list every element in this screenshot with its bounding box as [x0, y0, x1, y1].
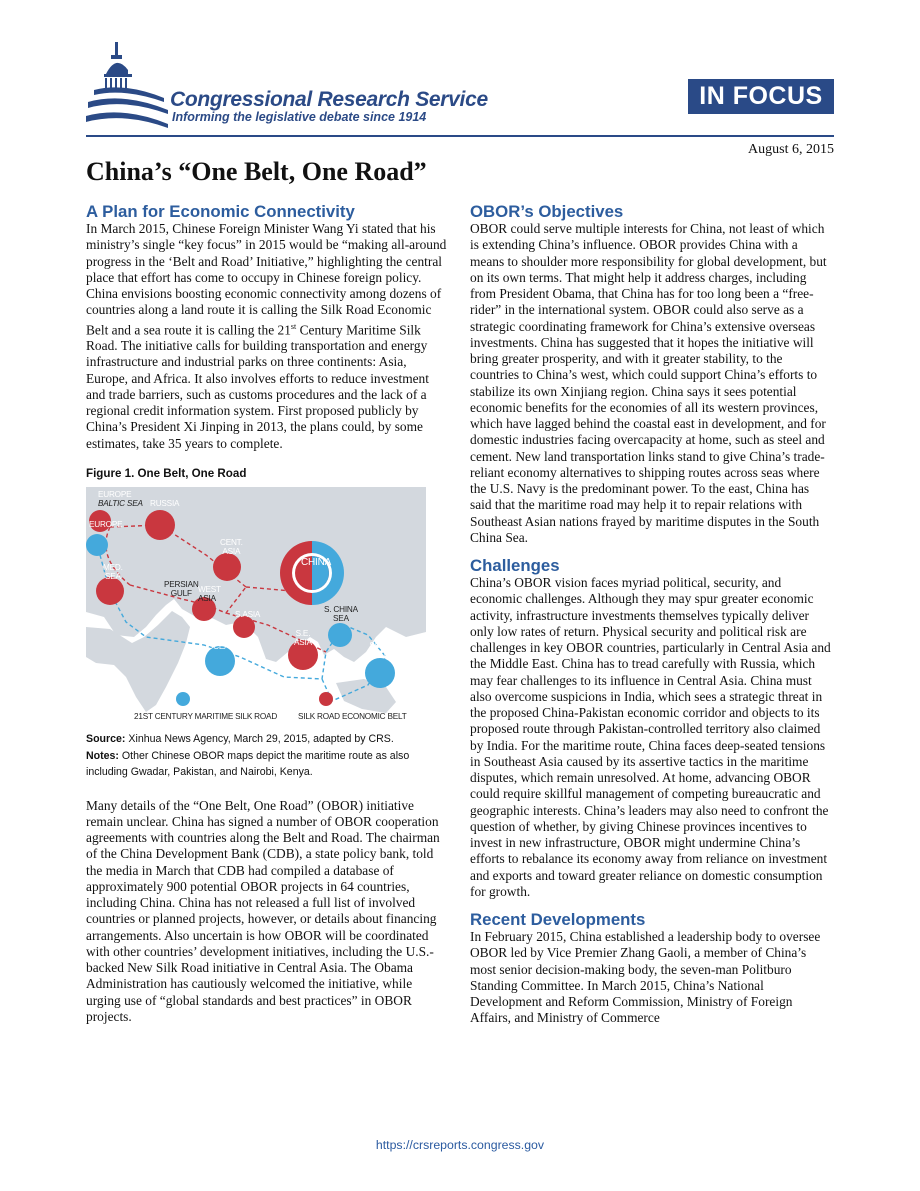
south-pacific-node [365, 658, 395, 688]
section-heading-objectives: OBOR’s Objectives [470, 202, 624, 221]
map-label-south-china-sea: S. CHINA SEA [324, 605, 358, 623]
map-label-persian-gulf: PERSIAN GULF [164, 580, 199, 598]
south-china-sea-node [328, 623, 352, 647]
map-label-europe-baltic: EUROPE BALTIC SEA [98, 490, 143, 508]
paragraph-challenges: China’s OBOR vision faces myriad political, security, and economic challenges. Although they may spur greater economic activity, infrastructure investments themselves typically deliver only low rates of return. Physical security and political risk are challenges in key OBOR countries, particularly in Central Asia and the Middle East. China has to tread carefully with Russia, which may fear challenges to its influence in Central Asia. China must also overcome suspicions in India, which sees a strategic threat in the proposed China-Pakistan economic corridor and objects to its proposed route through Pakistan-controlled territory also claimed by India. For the maritime route, China faces deep-seated tensions in Southeast Asia caused by its assertive tactics in the maritime disputes, which remain unresolved. At home, advancing OBOR could require skillful management of competing bureaucratic and geographic interests. China’s leaders may also need to confront the question of whether, by giving Chinese provinces incentives to invest in new infrastructure, OBOR might undermine China’s efforts to rebalance its economy away from reliance on investment and exports and toward greater reliance on domestic consumption for growth. [470, 575, 831, 899]
obor-map-graphic [86, 487, 426, 724]
right-column [470, 202, 834, 1027]
figure-caption: Figure 1. One Belt, One Road [86, 466, 247, 480]
map-landmass [86, 487, 426, 662]
obor-map-figure [86, 487, 426, 724]
figure-source-label: Source: [86, 733, 126, 746]
superscript-st: st [290, 321, 297, 331]
section-heading-recent-developments: Recent Developments [470, 910, 646, 929]
footer-url-link[interactable]: https://crsreports.congress.gov [375, 1138, 545, 1152]
paragraph-objectives: OBOR could serve multiple interests for China, not least of which is extending China’s influence. OBOR provides China with a means to shoulder more responsibility for global development, but on its own terms. That might help it address charges, including from President Obama, that China has for too long been a “free-rider” in the international system. OBOR could also serve as a strategic coordinating framework for China’s extensive overseas investments. China has suggested that it hopes the initiative will bring greater prosperity, and with it greater stability, to the countries to China’s west, which could support China’s efforts to stabilize its own Xinjiang region. China says it sees potential economic benefits for the economies of all its western provinces, which have lagged behind the coastal east in development, and for domestic industries facing overcapacity at home, such as steel and cement. New land transportation links stand to give China’s trade-reliant economy alternatives to shipping routes across seas where the U.S. Navy is the predominant power. To the east, China has said that the maritime road may help it to repair relations with Southeast Asian nations frayed by maritime disputes in the South China Sea. [470, 221, 827, 545]
header-divider [86, 135, 834, 137]
section-heading-economic-connectivity: A Plan for Economic Connectivity [86, 202, 355, 221]
section-heading-challenges: Challenges [470, 556, 560, 575]
central-asia-node [213, 553, 241, 581]
crs-capitol-logo-icon [84, 40, 170, 132]
map-label-southeast-asia: S.E. ASIA [294, 629, 312, 647]
report-date: August 6, 2015 [748, 142, 834, 157]
china-node [280, 541, 344, 605]
figure-source [86, 732, 450, 748]
map-label-china: CHINA [301, 557, 332, 569]
paragraph-details: Many details of the “One Belt, One Road” (OBOR) initiative remain unclear. China has signed a number of OBOR cooperation agreements with countries along the Belt and Road. The chairman of the China Development Bank (CDB), a state policy bank, told the media in March that CDB had compiled a database of approximately 900 potential OBOR projects in 64 countries, including China. China has not released a full list of involved countries or planned projects, however, or details about financing arrangements. Also uncertain is how OBOR will be coordinated with other countries’ development initiatives, including the U.S.-backed New Silk Road initiative in Central Asia. The Obama Administration has cautiously welcomed the initiative, while urging use of “global standards and best practices” in OBOR projects. [86, 797, 440, 1024]
paragraph-plan [86, 221, 450, 452]
map-label-europe: EUROPE [89, 520, 123, 530]
legend-land-dot [319, 692, 333, 706]
org-name: Congressional Research Service [170, 88, 488, 111]
left-column [86, 202, 450, 1025]
europe-node [86, 534, 108, 556]
russia-node [145, 510, 175, 540]
map-label-central-asia: CENT. ASIA [220, 538, 243, 556]
in-focus-badge: IN FOCUS [688, 79, 834, 114]
map-label-south-pacific: SOUTH PACIFIC [368, 641, 399, 659]
paragraph-plan-part1: In March 2015, Chinese Foreign Minister Wang Yi stated that his ministry’s single “key focus” in 2015 would be “making all-around progress in the ‘Belt and Road’ Initiative,” highlighting the central place that effort has come to occupy in Chinese foreign policy. China envisions boosting economic connectivity among dozens of countries along a land route it is calling the Silk Road Economic Belt and a sea route it is calling the 21 [86, 221, 447, 337]
map-label-russia: RUSSIA [150, 499, 180, 509]
figure-notes-text: Other Chinese OBOR maps depict the maritime route as also including Gwadar, Pakistan, and Nairobi, Kenya. [86, 749, 410, 778]
figure-source-text: Xinhua News Agency, March 29, 2015, adapted by CRS. [125, 733, 394, 746]
legend-land-label: SILK ROAD ECONOMIC BELT [298, 712, 407, 722]
paragraph-plan-part2: Century Maritime Silk Road. The initiative calls for building transportation and energy infrastructure and industrial parks on three continents: Asia, Europe, and Africa. It also involves efforts to reduce investment and trade barriers, such as customs procedures and the lack of a regional credit information system. First proposed publicly by China’s President Xi Jinping in 2013, the plans could, by some estimates, take 35 years to complete. [86, 321, 429, 451]
page-title: China’s “One Belt, One Road” [86, 157, 427, 186]
map-label-south-asia: S.ASIA [235, 610, 261, 620]
org-tagline: Informing the legislative debate since 1914 [172, 110, 427, 124]
map-label-west-asia: WEST ASIA [198, 585, 221, 603]
paragraph-recent-developments: In February 2015, China established a leadership body to oversee OBOR led by Vice Premier Zhang Gaoli, a member of China’s most senior decision-making body, the seven-man Politburo Standing Committee. In March 2015, China’s National Development and Reform Commission, Ministry of Foreign Affairs, and Ministry of Commerce [470, 929, 821, 1026]
med-sea-node [96, 577, 124, 605]
map-label-indian-ocean: INDIAN OCEAN [207, 633, 236, 651]
legend-maritime-dot [176, 692, 190, 706]
legend-maritime-label: 21ST CENTURY MARITIME SILK ROAD [134, 712, 278, 722]
figure-notes-label: Notes: [86, 749, 119, 762]
figure-notes [86, 748, 450, 780]
map-label-med-sea: MED. SEA [103, 563, 123, 581]
